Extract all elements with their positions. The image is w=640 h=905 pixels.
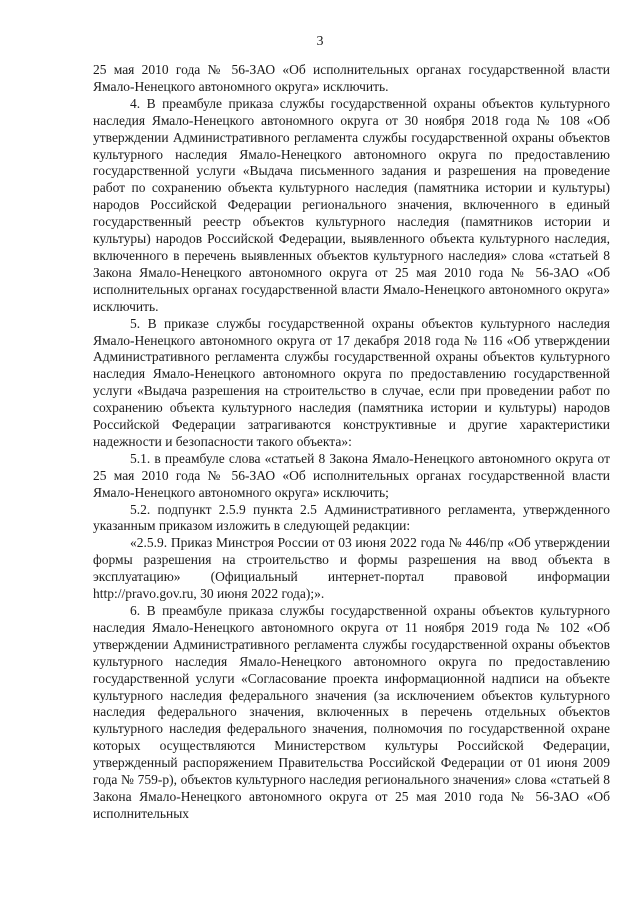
document-body [93,62,610,823]
paragraph-item-5: 5. В приказе службы государственной охраны объектов культурного наследия Ямало-Ненецкого автономного округа от 17 декабря 2018 года № 116 «Об утверждении Административного регламента службы государственной охраны объектов культурного наследия Ямало-Ненецкого автономного округа по предоставлению государственной услуги «Выдача разрешения на строительство в случае, если при проведении работ по сохранению объекта культурного наследия (памятника истории и культуры) народов Российской Федерации затрагиваются конструктивные и другие характеристики надежности и безопасности такого объекта»: [93,315,610,449]
paragraph-quote-2-5-9: «2.5.9. Приказ Минстроя России от 03 июня 2022 года № 446/пр «Об утверждении формы разрешения на строительство и формы разрешения на ввод объекта в эксплуатацию» (Официальный интернет-портал правовой информации http://pravo.gov.ru, 30 июня 2022 года);». [93,535,610,602]
paragraph-item-6: 6. В преамбуле приказа службы государственной охраны объектов культурного наследия Ямало-Ненецкого автономного округа от 11 ноября 2019 года № 102 «Об утверждении Административного регламента службы государственной охраны объектов культурного наследия Ямало-Ненецкого автономного округа по предоставлению государственной услуги «Согласование проекта информационной надписи на объекте культурного наследия федерального значения (за исключением объектов культурного наследия федерального значения, включенных в перечень отдельных объектов культурного наследия федерального значения, полномочия по государственной охране которых осуществляются Министерством культуры Российской Федерации, утвержденный распоряжением Правительства Российской Федерации от 01 июня 2009 года № 759-р), объектов культурного наследия регионального значения» слова «статьей 8 Закона Ямало-Ненецкого автономного округа от 25 мая 2010 года № 56-ЗАО «Об исполнительных [93,603,610,821]
page-number: 3 [316,34,324,49]
paragraph-item-4: 4. В преамбуле приказа службы государственной охраны объектов культурного наследия Ямало-Ненецкого автономного округа от 30 ноября 2018 года № 108 «Об утверждении Административного регламента службы государственной охраны объектов культурного наследия Ямало-Ненецкого автономного округа по предоставлению государственной услуги «Выдача письменного задания и разрешения на проведение работ по сохранению объекта культурного наследия (памятника истории и культуры) народов Российской Федерации регионального значения, включенного в единый государственный реестр объектов культурного наследия (памятников истории и культуры) народов Российской Федерации, выявленного объекта культурного наследия, включенного в перечень выявленных объектов культурного наследия» слова «статьей 8 Закона Ямало-Ненецкого автономного округа от 25 мая 2010 года № 56-ЗАО «Об исполнительных органах государственной власти Ямало-Ненецкого автономного округа» исключить. [93,95,610,314]
paragraph-item-5-1: 5.1. в преамбуле слова «статьей 8 Закона Ямало-Ненецкого автономного округа от 25 мая 2010 года № 56-ЗАО «Об исполнительных органах государственной власти Ямало-Ненецкого автономного округа» исключить; [93,450,610,500]
paragraph-item-5-2: 5.2. подпункт 2.5.9 пункта 2.5 Административного регламента, утвержденного указанным приказом изложить в следующей редакции: [93,501,610,534]
paragraph-continuation: 25 мая 2010 года № 56-ЗАО «Об исполнительных органах государственной власти Ямало-Ненецкого автономного округа» исключить. [93,62,610,94]
